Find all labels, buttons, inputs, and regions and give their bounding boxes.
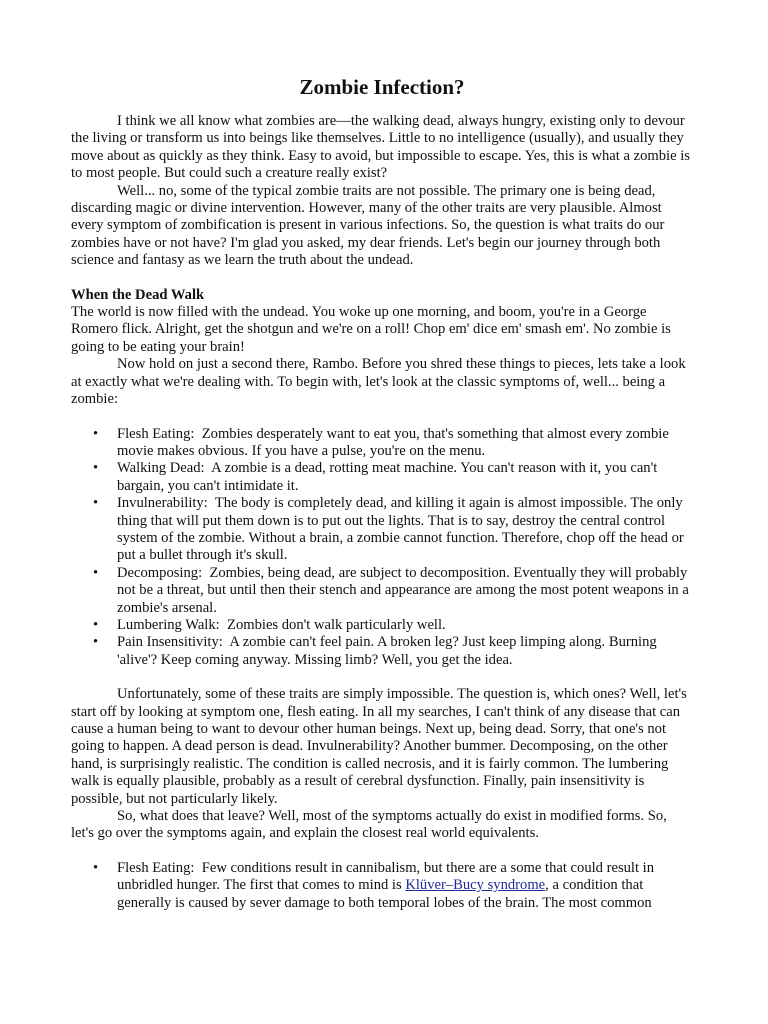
equivalents-list bbox=[71, 860, 693, 912]
section-paragraph-1: The world is now filled with the undead. You woke up one morning, and boom, you're in a George Romero flick. Alright, get the shotgun and we're on a roll! Chop em' dice em' smash em'. No zombie is going to be eating your brain! bbox=[71, 304, 671, 355]
list-item bbox=[71, 426, 693, 461]
bullet-icon: • bbox=[93, 495, 99, 512]
list-item-text: Zombies don't walk particularly well. bbox=[227, 616, 446, 633]
bullet-icon: • bbox=[93, 616, 99, 633]
analysis-paragraph-1: Unfortunately, some of these traits are simply impossible. The question is, which ones? Well, let's start off by looking at symptom one, flesh eating. In all my searches, I can't think of any disease that can cause a human being to want to devour other human beings. Next up, being dead. Sorry, that one's not going to happen. A dead person is dead. Invulnerability? Another bummer. Decomposing, on the other hand, is surprisingly realistic. The condition is called necrosis, and it is fairly common. The lumbering walk is equally plausible, probably as a result of cerebral dysfunction. Finally, pain insensitivity is possible, but not particularly likely. bbox=[71, 686, 687, 807]
document-title: Zombie Infection? bbox=[299, 75, 465, 99]
list-item-term: Flesh Eating : bbox=[117, 426, 202, 442]
bullet-icon: • bbox=[93, 564, 99, 581]
bullet-icon: • bbox=[93, 859, 99, 876]
section-paragraph-2: Now hold on just a second there, Rambo. Before you shred these things to pieces, lets take a look at exactly what we're dealing with. To begin with, let's look at the classic symptoms of, well... being a zombie: bbox=[71, 356, 686, 408]
symptom-list bbox=[71, 426, 693, 670]
list-item-text: , a condition that generally is caused by sever damage to both temporal lobes of the brain. The most common bbox=[117, 877, 652, 911]
section-heading: When the Dead Walk bbox=[71, 286, 205, 303]
list-item-term: Pain Insensitivity : bbox=[117, 634, 229, 650]
list-item-text: The body is completely dead, and killing it again is almost impossible. The only thing that will put them down is to put out the lights. That is to say, destroy the central control system of the zombie. Without a brain, a zombie cannot function. Therefore, chop off the head or put a bullet through it's skull. bbox=[117, 495, 684, 564]
list-item-term: Walking Dead : bbox=[117, 460, 211, 476]
list-item-text: Few conditions result in cannibalism, but there are a some that could result in unbridled hunger. The first that comes to mind is bbox=[117, 859, 655, 894]
list-item-text: Zombies, being dead, are subject to decomposition. Eventually they will probably not be a threat, but until then their stench and appearance are among the most potent weapons in a zombie's arsenal. bbox=[117, 564, 689, 616]
analysis-paragraph-2: So, what does that leave? Well, most of the symptoms actually do exist in modified forms. So, let's go over the symptoms again, and explain the closest real world equivalents. bbox=[71, 808, 667, 842]
list-item-term: Invulnerability : bbox=[117, 495, 215, 511]
bullet-icon: • bbox=[93, 425, 99, 442]
list-item-text: A zombie is a dead, rotting meat machine. You can't reason with it, you can't bargain, you can't intimidate it. bbox=[117, 460, 658, 494]
bullet-icon: • bbox=[93, 460, 99, 477]
document-page bbox=[71, 74, 693, 929]
list-item-text: A zombie can't feel pain. A broken leg? Just keep limping along. Burning 'alive'? Keep coming anyway. Missing limb? Well, you get the idea. bbox=[117, 634, 657, 668]
kluver-bucy-syndrome-link[interactable]: Klüver–Bucy syndrome bbox=[405, 877, 546, 894]
bullet-icon: • bbox=[93, 634, 99, 651]
intro-paragraph-1: I think we all know what zombies are—the walking dead, always hungry, existing only to devour the living or transform us into beings like themselves. Little to no intelligence (usually), and usually they move about as quickly as they think. Easy to avoid, but impossible to escape. Yes, this is what a zombie is to most people. But could such a creature really exist? bbox=[71, 113, 690, 182]
list-item-term: Flesh Eating : bbox=[117, 860, 202, 876]
list-item bbox=[71, 565, 693, 617]
list-item-text: Zombies desperately want to eat you, that's something that almost every zombie movie makes obvious. If you have a pulse, you're on the menu. bbox=[117, 425, 669, 459]
list-item bbox=[71, 617, 693, 634]
list-item-term: Lumbering Walk : bbox=[117, 617, 227, 633]
list-item bbox=[71, 460, 693, 495]
intro-paragraph-2: Well... no, some of the typical zombie traits are not possible. The primary one is being dead, discarding magic or divine intervention. However, many of the other traits are very plausible. Almost every symptom of zombification is present in various infections. So, the question is what traits do our zombies have or not have? I'm glad you asked, my dear friends. Let's begin our journey through both science and fantasy as we learn the truth about the undead. bbox=[71, 182, 665, 269]
list-item-term: Decomposing : bbox=[117, 565, 209, 581]
list-item bbox=[71, 495, 693, 565]
list-item bbox=[71, 860, 693, 912]
list-item bbox=[71, 634, 693, 669]
